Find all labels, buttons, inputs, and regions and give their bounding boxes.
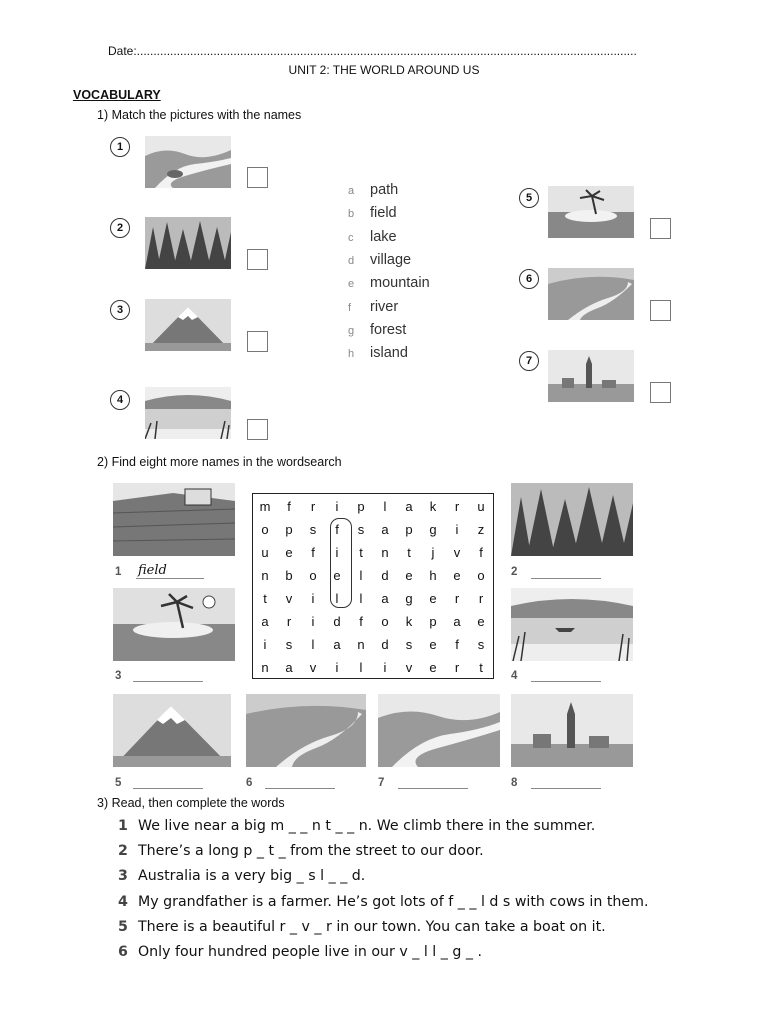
picture-label: 7 [378, 777, 385, 789]
picture-label: 1 [115, 566, 122, 578]
grid-cell[interactable]: r [310, 499, 316, 514]
sentence-number: 1 [118, 818, 128, 834]
grid-cell[interactable]: i [311, 591, 315, 606]
grid-cell[interactable]: r [478, 591, 484, 606]
option-word: field [370, 205, 397, 221]
option-letter: h [348, 348, 355, 360]
option-word: forest [370, 322, 407, 338]
number-badge: 1 [110, 137, 130, 157]
grid-cell[interactable]: n [261, 568, 269, 583]
answer-line[interactable] [133, 788, 203, 789]
grid-cell[interactable]: l [311, 637, 315, 652]
grid-cell[interactable]: e [429, 591, 437, 606]
grid-cell[interactable]: f [287, 499, 291, 514]
grid-cell[interactable]: r [286, 614, 292, 629]
grid-cell[interactable]: t [359, 545, 363, 560]
option-letter: c [348, 232, 354, 244]
grid-cell[interactable]: e [477, 614, 485, 629]
section-heading: VOCABULARY [73, 88, 161, 102]
sentence-number: 2 [118, 843, 128, 859]
answer-line[interactable] [136, 578, 204, 579]
grid-cell[interactable]: a [381, 522, 389, 537]
grid-cell[interactable]: o [381, 614, 389, 629]
grid-cell[interactable]: d [381, 637, 389, 652]
sentence-1 [118, 818, 595, 834]
forest-picture-2 [511, 483, 633, 556]
sentence-5 [118, 919, 606, 935]
grid-cell[interactable]: s [309, 522, 317, 537]
grid-cell[interactable]: e [333, 568, 341, 583]
grid-cell[interactable]: e [285, 545, 293, 560]
island-picture [548, 186, 634, 238]
option-word: river [370, 299, 399, 315]
path-picture-2 [246, 694, 366, 767]
island-picture-2 [113, 588, 235, 661]
exercise-2-title: 2) Find eight more names in the wordsearch [97, 455, 342, 469]
grid-cell[interactable]: b [285, 568, 293, 583]
path-picture [548, 268, 634, 320]
picture-label: 3 [115, 670, 122, 682]
exercise-3-title: 3) Read, then complete the words [97, 796, 285, 810]
grid-cell[interactable]: l [359, 660, 363, 675]
example-highlight [330, 518, 352, 608]
grid-cell[interactable]: o [261, 522, 269, 537]
grid-cell[interactable]: f [335, 522, 339, 537]
grid-cell[interactable]: u [261, 545, 269, 560]
answer-box[interactable] [247, 167, 268, 188]
grid-cell[interactable]: a [405, 499, 413, 514]
grid-cell[interactable]: f [455, 637, 459, 652]
answer-line[interactable] [531, 788, 601, 789]
picture-label: 8 [511, 777, 518, 789]
sentence-text: My grandfather is a farmer. He’s got lots of f _ _ l d s with cows in them. [138, 894, 649, 910]
number-badge: 3 [110, 300, 130, 320]
grid-cell[interactable]: p [429, 614, 437, 629]
grid-cell[interactable]: d [333, 614, 341, 629]
grid-cell[interactable]: k [405, 614, 413, 629]
grid-cell[interactable]: l [383, 499, 387, 514]
answer-line[interactable] [265, 788, 335, 789]
grid-cell[interactable]: o [477, 568, 485, 583]
grid-cell[interactable]: r [454, 591, 460, 606]
grid-cell[interactable]: n [357, 637, 365, 652]
grid-cell[interactable]: v [285, 591, 293, 606]
answer-line[interactable] [531, 681, 601, 682]
grid-cell[interactable]: i [455, 522, 459, 537]
number-badge: 5 [519, 188, 539, 208]
grid-cell[interactable]: f [479, 545, 483, 560]
grid-cell[interactable]: j [431, 545, 435, 560]
grid-cell[interactable]: s [285, 637, 293, 652]
number-badge: 6 [519, 269, 539, 289]
grid-cell[interactable]: a [453, 614, 461, 629]
grid-cell[interactable]: n [381, 545, 389, 560]
grid-cell[interactable]: a [285, 660, 293, 675]
grid-cell[interactable]: g [429, 522, 437, 537]
picture-label: 2 [511, 566, 518, 578]
grid-cell[interactable]: r [454, 499, 460, 514]
grid-cell[interactable]: e [453, 568, 461, 583]
grid-cell[interactable]: m [259, 499, 271, 514]
grid-cell[interactable]: z [477, 522, 485, 537]
sentence-number: 3 [118, 868, 128, 884]
grid-cell[interactable]: e [429, 660, 437, 675]
grid-cell[interactable]: p [357, 499, 365, 514]
option-word: village [370, 252, 412, 268]
sentence-number: 6 [118, 944, 128, 960]
answer-box[interactable] [247, 249, 268, 270]
grid-cell[interactable]: s [477, 637, 485, 652]
grid-cell[interactable]: i [383, 660, 387, 675]
mountain-picture-2 [113, 694, 231, 767]
grid-cell[interactable]: k [429, 499, 437, 514]
grid-cell[interactable]: r [454, 660, 460, 675]
option-word: mountain [370, 275, 430, 291]
forest-picture [145, 217, 231, 269]
option-letter: d [348, 255, 355, 267]
grid-cell[interactable]: f [359, 614, 363, 629]
number-badge: 2 [110, 218, 130, 238]
sentence-2 [118, 843, 484, 859]
grid-cell[interactable]: l [359, 591, 363, 606]
exercise-1-title: 1) Match the pictures with the names [97, 108, 302, 122]
sentence-number: 5 [118, 919, 128, 935]
picture-label: 6 [246, 777, 253, 789]
grid-cell[interactable]: u [477, 499, 485, 514]
number-badge: 4 [110, 390, 130, 410]
option-letter: g [348, 325, 355, 337]
grid-cell[interactable]: e [405, 568, 413, 583]
mountain-picture [145, 299, 231, 351]
grid-cell[interactable]: t [407, 545, 411, 560]
grid-cell[interactable]: l [359, 568, 363, 583]
answer-box[interactable] [650, 300, 671, 321]
answer-box[interactable] [650, 218, 671, 239]
lake-picture-2 [511, 588, 633, 661]
sentence-text: There’s a long p _ t _ from the street to our door. [138, 843, 484, 859]
date-line: Date:...................................................................................................................................................... [108, 44, 637, 58]
option-letter: a [348, 185, 355, 197]
river-picture-2 [378, 694, 500, 767]
answer-box[interactable] [247, 419, 268, 440]
grid-cell[interactable]: i [335, 545, 339, 560]
answer-box[interactable] [650, 382, 671, 403]
grid-cell[interactable]: v [405, 660, 413, 675]
option-word: lake [370, 229, 397, 245]
grid-cell[interactable]: s [357, 522, 365, 537]
sentence-number: 4 [118, 894, 128, 910]
grid-cell[interactable]: l [335, 591, 339, 606]
sentence-text: There is a beautiful r _ v _ r in our town. You can take a boat on it. [138, 919, 606, 935]
option-letter: e [348, 278, 355, 290]
grid-cell[interactable]: n [261, 660, 269, 675]
option-letter: f [348, 302, 352, 314]
sentence-text: Australia is a very big _ s l _ _ d. [138, 868, 366, 884]
answer-line[interactable] [398, 788, 468, 789]
grid-cell[interactable]: i [311, 614, 315, 629]
grid-cell[interactable]: i [335, 660, 339, 675]
picture-label: 5 [115, 777, 122, 789]
number-badge: 7 [519, 351, 539, 371]
sentence-6 [118, 944, 482, 960]
village-picture-2 [511, 694, 633, 767]
grid-cell[interactable]: t [263, 591, 267, 606]
wordsearch-grid [252, 493, 494, 679]
sentence-text: Only four hundred people live in our v _ l l _ g _ . [138, 944, 482, 960]
option-word: island [370, 345, 408, 361]
village-picture [548, 350, 634, 402]
grid-cell[interactable]: o [309, 568, 317, 583]
sentence-4 [118, 894, 648, 910]
grid-cell[interactable]: g [405, 591, 413, 606]
grid-cell[interactable]: v [453, 545, 461, 560]
answer-box[interactable] [247, 331, 268, 352]
grid-cell[interactable]: a [261, 614, 269, 629]
grid-cell[interactable]: p [285, 522, 293, 537]
grid-cell[interactable]: i [335, 499, 339, 514]
grid-cell[interactable]: s [405, 637, 413, 652]
answer-line[interactable] [133, 681, 203, 682]
field-picture [113, 483, 235, 556]
grid-cell[interactable]: f [311, 545, 315, 560]
grid-cell[interactable]: v [309, 660, 317, 675]
grid-cell[interactable]: d [381, 568, 389, 583]
grid-cell[interactable]: a [381, 591, 389, 606]
grid-cell[interactable]: t [479, 660, 483, 675]
grid-cell[interactable]: h [429, 568, 437, 583]
grid-cell[interactable]: i [263, 637, 267, 652]
grid-cell[interactable]: e [429, 637, 437, 652]
unit-title: UNIT 2: THE WORLD AROUND US [288, 63, 480, 77]
picture-label: 4 [511, 670, 518, 682]
grid-cell[interactable]: p [405, 522, 413, 537]
lake-picture [145, 387, 231, 439]
answer-line[interactable] [531, 578, 601, 579]
option-letter: b [348, 208, 355, 220]
sentence-text: We live near a big m _ _ n t _ _ n. We climb there in the summer. [138, 818, 596, 834]
sentence-3 [118, 868, 365, 884]
example-answer: field [138, 563, 167, 578]
grid-cell[interactable]: a [333, 637, 341, 652]
option-word: path [370, 182, 399, 198]
river-picture [145, 136, 231, 188]
